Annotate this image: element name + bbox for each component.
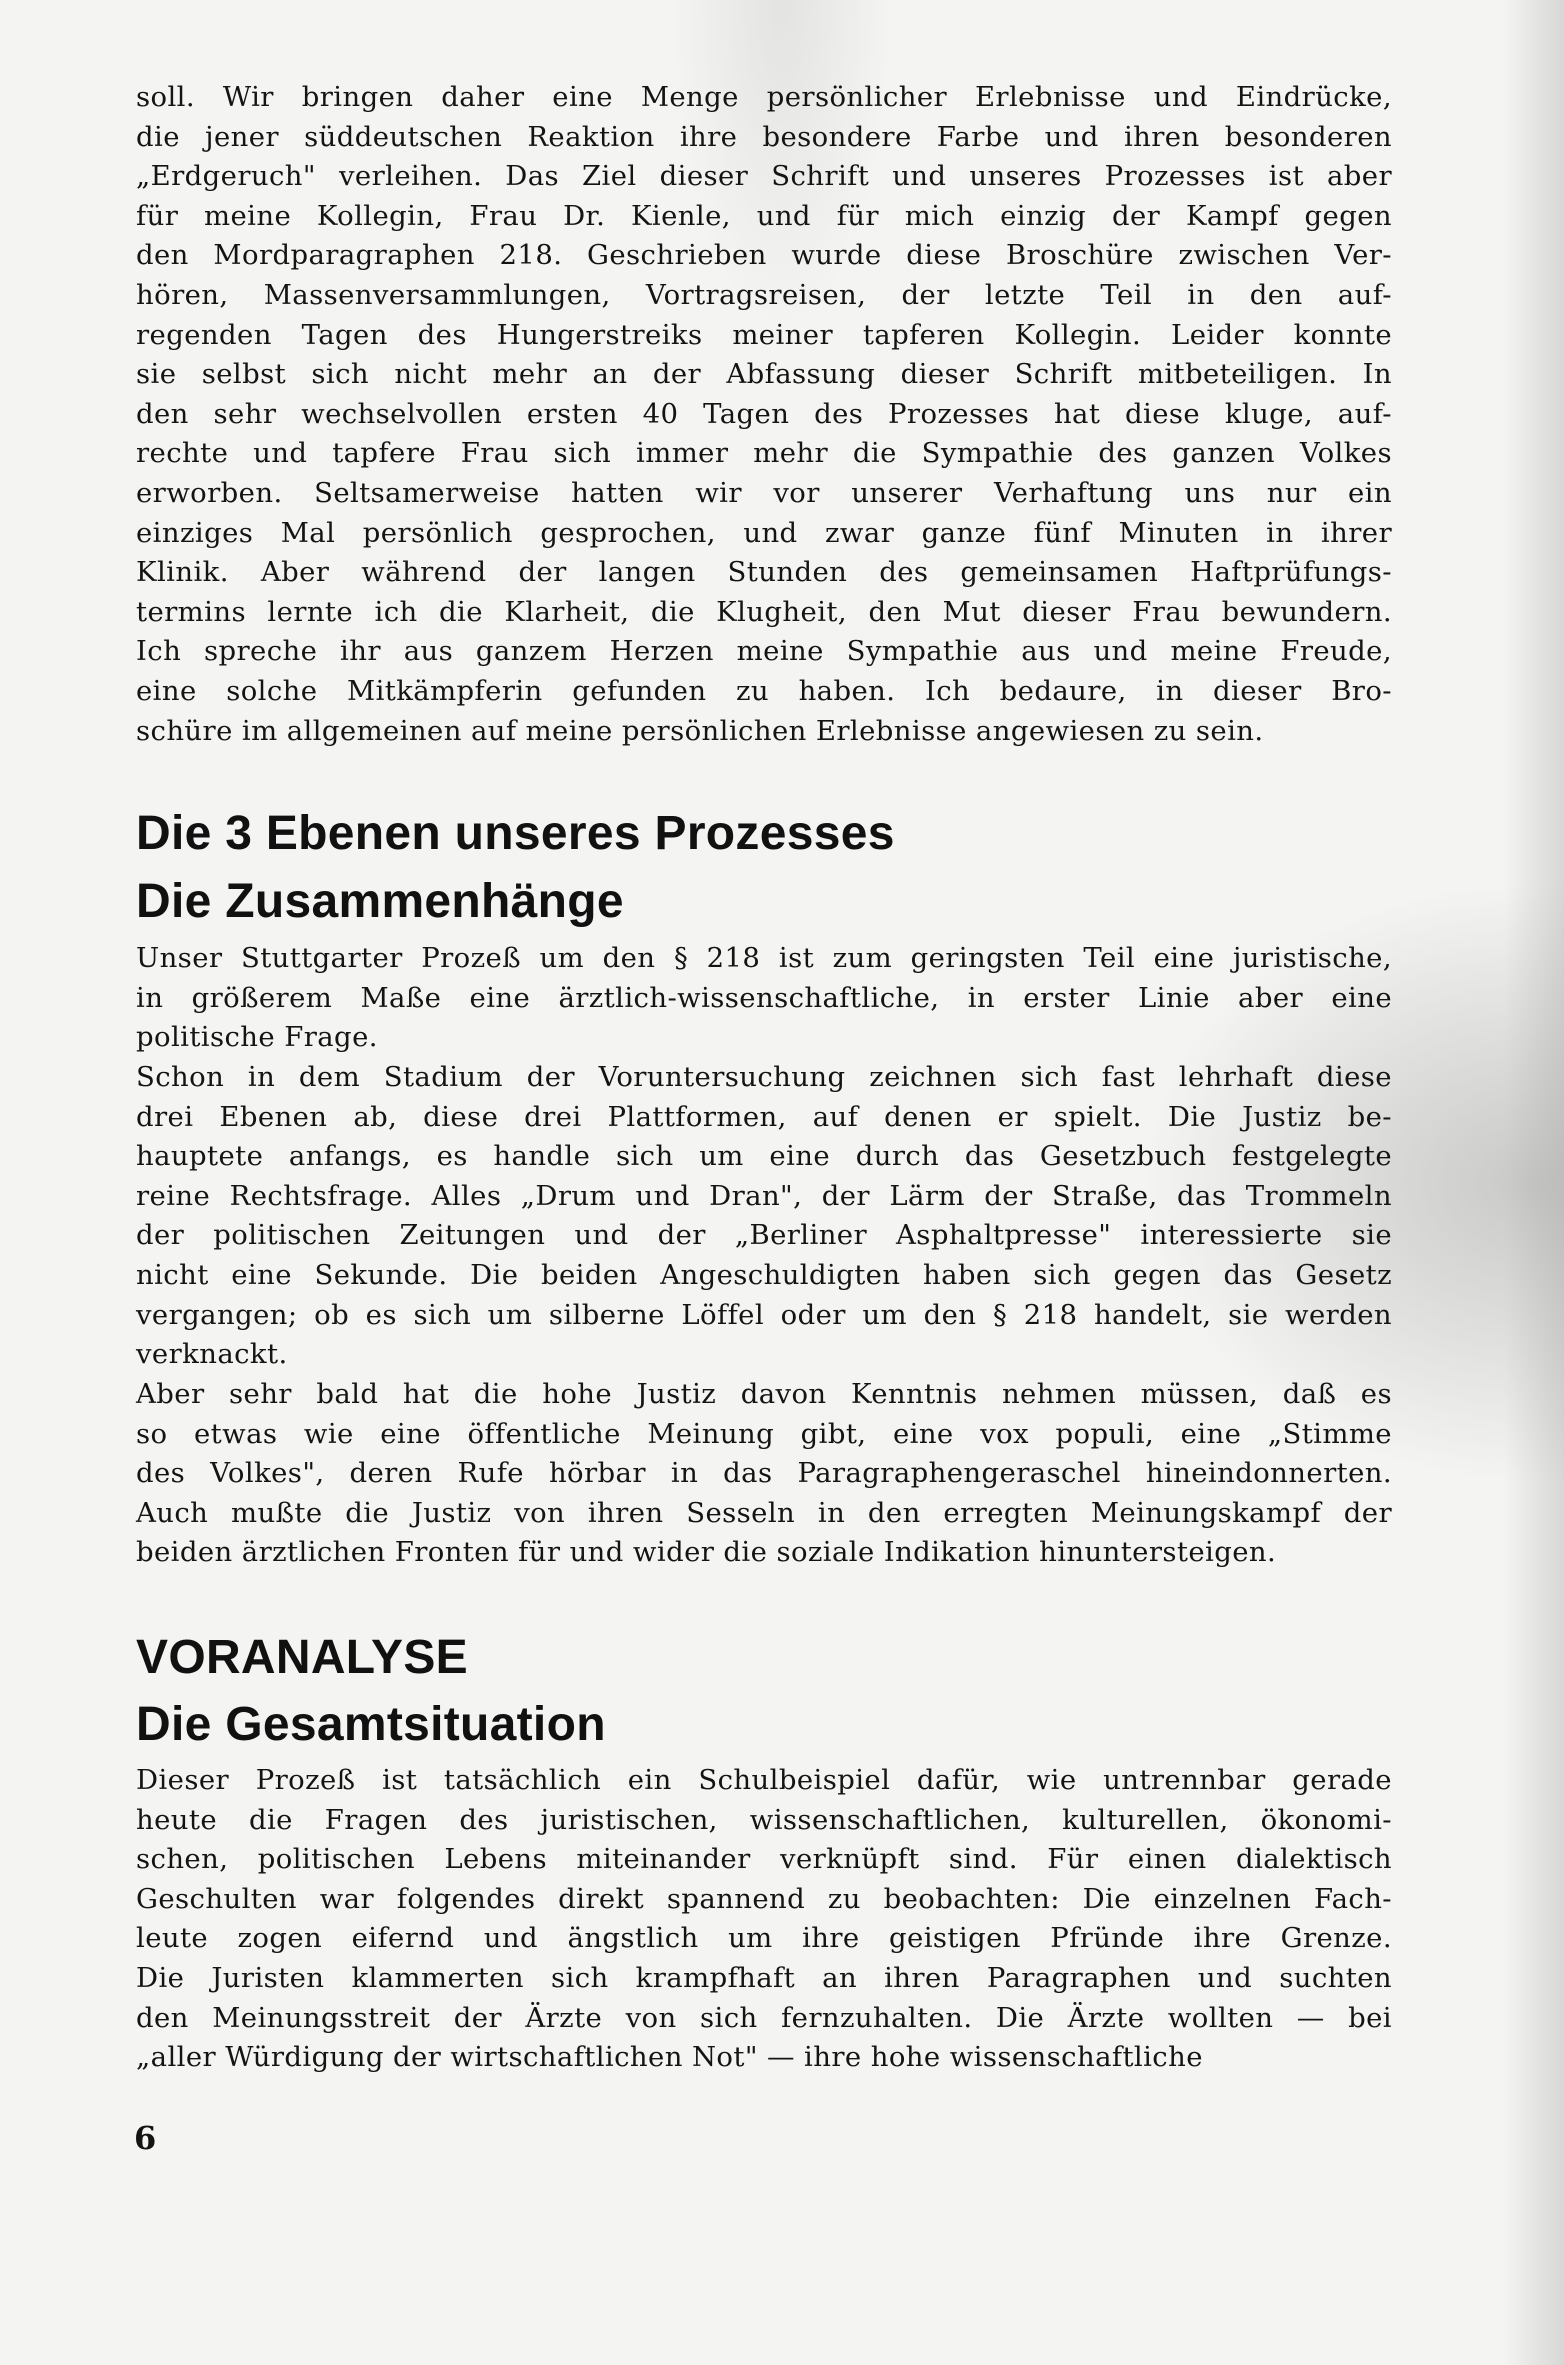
text-line: eine solche Mitkämpferin gefunden zu haben. Ich bedaure, in dieser Bro- <box>136 674 1392 707</box>
text-line: den sehr wechselvollen ersten 40 Tagen des Prozesses hat diese kluge, auf- <box>136 397 1392 430</box>
text-line: Aber sehr bald hat die hohe Justiz davon Kenntnis nehmen müssen, daß es <box>136 1378 1392 1410</box>
text-line: verknackt. <box>136 1338 288 1371</box>
text-line: hauptete anfangs, es handle sich um eine durch das Gesetzbuch festgelegte <box>136 1140 1392 1173</box>
page-edge-shadow <box>1504 0 1564 2365</box>
text-line: politische Frage. <box>136 1021 378 1054</box>
text-line: Unser Stuttgarter Prozeß um den § 218 ist zum geringsten Teil eine juristische, <box>136 942 1392 974</box>
text-line: schüre im allgemeinen auf meine persönlichen Erlebnisse angewiesen zu sein. <box>136 714 1264 747</box>
text-line: die jener süddeutschen Reaktion ihre besondere Farbe und ihren besonderen <box>136 120 1392 153</box>
text-line: rechte und tapfere Frau sich immer mehr die Sympathie des ganzen Volkes <box>136 437 1392 470</box>
text-line: heute die Fragen des juristischen, wissenschaftlichen, kulturellen, ökonomi- <box>136 1803 1392 1836</box>
text-line: für meine Kollegin, Frau Dr. Kienle, und für mich einzig der Kampf gegen <box>136 199 1392 232</box>
text-line: Ich spreche ihr aus ganzem Herzen meine Sympathie aus und meine Freude, <box>136 635 1392 668</box>
text-line: termins lernte ich die Klarheit, die Klugheit, den Mut dieser Frau bewundern. <box>136 595 1392 628</box>
paragraph-3 <box>136 1058 1392 1375</box>
heading-die-3-ebenen: Die 3 Ebenen unseres Prozesses <box>136 807 895 860</box>
text-line: in größerem Maße eine ärztlich-wissenschaftliche, in erster Linie aber eine <box>136 981 1392 1014</box>
text-line: des Volkes", deren Rufe hörbar in das Paragraphengeraschel hineindonnerten. <box>136 1457 1392 1490</box>
text-line: reine Rechtsfrage. Alles „Drum und Dran", der Lärm der Straße, das Trommeln <box>136 1179 1392 1212</box>
text-line: vergangen; ob es sich um silberne Löffel oder um den § 218 handelt, sie werden <box>136 1298 1392 1331</box>
text-line: soll. Wir bringen daher eine Menge persönlicher Erlebnisse und Eindrücke, <box>136 81 1392 113</box>
text-line: drei Ebenen ab, diese drei Plattformen, auf denen er spielt. Die Justiz be- <box>136 1100 1392 1133</box>
text-line: leute zogen eifernd und ängstlich um ihre geistigen Pfründe ihre Grenze. <box>136 1922 1392 1955</box>
text-line: beiden ärztlichen Fronten für und wider die soziale Indikation hinuntersteigen. <box>136 1536 1277 1569</box>
text-line: Schon in dem Stadium der Voruntersuchung zeichnen sich fast lehrhaft diese <box>136 1061 1392 1093</box>
heading-voranalyse: VORANALYSE <box>136 1631 468 1684</box>
text-line: den Mordparagraphen 218. Geschrieben wurde diese Broschüre zwischen Ver- <box>136 239 1392 272</box>
text-line: nicht eine Sekunde. Die beiden Angeschuldigten haben sich gegen das Gesetz <box>136 1258 1392 1291</box>
text-line: „aller Würdigung der wirtschaftlichen Not" — ihre hohe wissenschaftliche <box>136 2041 1203 2074</box>
paragraph-4 <box>136 1375 1392 1573</box>
text-line: „Erdgeruch" verleihen. Das Ziel dieser Schrift und unseres Prozesses ist aber <box>136 160 1392 193</box>
text-line: Geschulten war folgendes direkt spannend zu beobachten: Die einzelnen Fach- <box>136 1882 1392 1915</box>
text-line: so etwas wie eine öffentliche Meinung gibt, eine vox populi, eine „Stimme <box>136 1417 1392 1450</box>
text-line: den Meinungsstreit der Ärzte von sich fernzuhalten. Die Ärzte wollten — bei <box>136 2001 1392 2034</box>
text-line: regenden Tagen des Hungerstreiks meiner tapferen Kollegin. Leider konnte <box>136 318 1392 351</box>
text-line: Klinik. Aber während der langen Stunden des gemeinsamen Haftprüfungs- <box>136 556 1392 589</box>
text-line: Auch mußte die Justiz von ihren Sesseln in den erregten Meinungskampf der <box>136 1496 1392 1529</box>
paragraph-5 <box>136 1761 1392 2078</box>
text-line: der politischen Zeitungen und der „Berliner Asphaltpresse" interessierte sie <box>136 1219 1392 1252</box>
text-line: schen, politischen Lebens miteinander verknüpft sind. Für einen dialektisch <box>136 1843 1392 1876</box>
paragraph-2 <box>136 939 1392 1058</box>
text-line: hören, Massenversammlungen, Vortragsreisen, der letzte Teil in den auf- <box>136 278 1392 311</box>
paragraph-1 <box>136 78 1392 751</box>
text-line: Die Juristen klammerten sich krampfhaft an ihren Paragraphen und suchten <box>136 1961 1392 1994</box>
text-line: einziges Mal persönlich gesprochen, und zwar ganze fünf Minuten in ihrer <box>136 516 1392 549</box>
heading-die-gesamtsituation: Die Gesamtsituation <box>136 1698 606 1751</box>
text-line: sie selbst sich nicht mehr an der Abfassung dieser Schrift mitbeteiligen. In <box>136 358 1392 391</box>
text-line: Dieser Prozeß ist tatsächlich ein Schulbeispiel dafür, wie untrennbar gerade <box>136 1764 1392 1796</box>
heading-die-zusammenhaenge: Die Zusammenhänge <box>136 875 624 928</box>
text-line: erworben. Seltsamerweise hatten wir vor unserer Verhaftung uns nur ein <box>136 476 1392 509</box>
page-number: 6 <box>134 2119 157 2157</box>
